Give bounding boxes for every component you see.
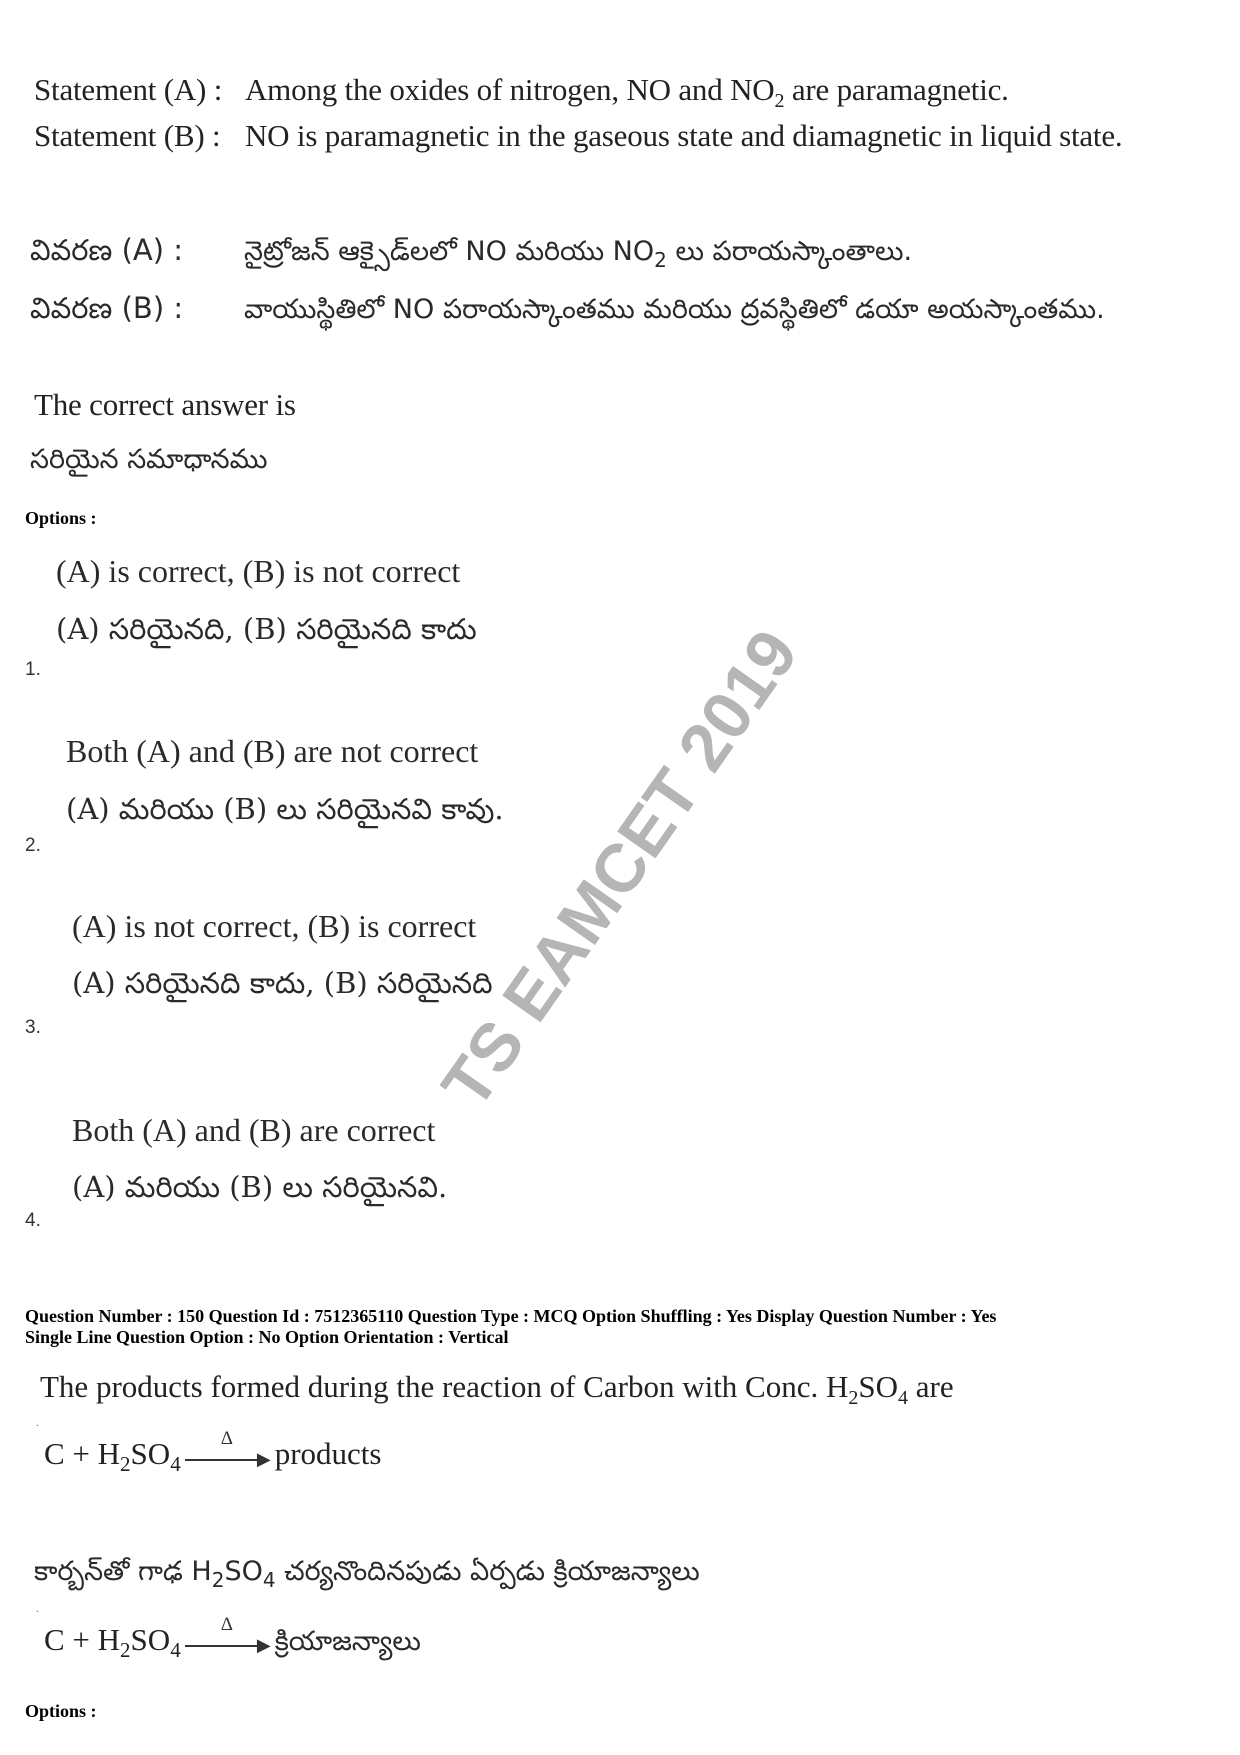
stray-dot-1: . bbox=[36, 1418, 39, 1429]
option-3-telugu: (A) సరియైనది కాదు, (B) సరియైనది bbox=[72, 966, 493, 1000]
reaction-arrow-icon-2: Δ ▶ bbox=[185, 1628, 271, 1658]
statement-a-label: Statement (A) : bbox=[34, 72, 223, 107]
question-150-telugu: కార్బన్‌తో గాఢ $H_2SO_4$ చర్యనొందినపుడు ఏర్పడు క్రియాజన్యాలు bbox=[34, 1556, 700, 1592]
prompt-english: The correct answer is bbox=[34, 387, 296, 422]
option-2-telugu: (A) మరియు (B) లు సరియైనవి కావు. bbox=[66, 792, 504, 826]
statement-a bbox=[34, 72, 1009, 112]
statement-b bbox=[34, 118, 1122, 154]
telugu-statement-b bbox=[30, 291, 1105, 333]
question-meta-line2: Single Line Question Option : No Option Orientation : Vertical bbox=[25, 1327, 509, 1347]
option-1-english: (A) is correct, (B) is not correct bbox=[56, 553, 461, 589]
question-meta-line1: Question Number : 150 Question Id : 7512365110 Question Type : MCQ Option Shuffling : Yes Display Question Number : Yes bbox=[25, 1306, 997, 1326]
watermark: TS EAMCET 2019 bbox=[427, 616, 813, 1122]
options-header-2: Options : bbox=[25, 1701, 97, 1721]
option-1-number[interactable]: 1. bbox=[25, 659, 41, 680]
telugu-statement-b-text: వాయుస్థితిలో NO పరాయస్కాంతము మరియు ద్రవస్థితిలో డయా అయస్కాంతము. bbox=[244, 294, 1105, 325]
telugu-statement-a-label: వివరణ (A) : bbox=[30, 233, 184, 267]
option-2-english: Both (A) and (B) are not correct bbox=[66, 733, 479, 769]
statement-b-text: NO is paramagnetic in the gaseous state and diamagnetic in liquid state. bbox=[245, 118, 1123, 153]
telugu-statement-a-text: నైట్రోజన్ ఆక్సైడ్‌లలో NO మరియు $NO_2$ లు పరాయస్కాంతాలు. bbox=[244, 236, 913, 272]
equation-telugu: $C + H_2SO_4$ Δ ▶ క్రియాజన్యాలు bbox=[44, 1613, 421, 1662]
statement-a-text: Among the oxides of nitrogen, NO and $NO_2$ are paramagnetic. bbox=[245, 72, 1009, 112]
statement-b-label: Statement (B) : bbox=[34, 118, 221, 153]
options-header: Options : bbox=[25, 508, 97, 528]
telugu-statement-b-label: వివరణ (B) : bbox=[30, 291, 184, 325]
option-4-number[interactable]: 4. bbox=[25, 1210, 41, 1231]
option-3-number[interactable]: 3. bbox=[25, 1017, 41, 1038]
reaction-arrow-icon: Δ ▶ bbox=[185, 1442, 271, 1472]
question-150-text: The products formed during the reaction of Carbon with Conc. $H_2SO_4$ are bbox=[40, 1369, 954, 1409]
option-2-number[interactable]: 2. bbox=[25, 835, 41, 856]
telugu-statement-a bbox=[30, 233, 912, 275]
equation-english: $C + H_2SO_4$ Δ ▶ products bbox=[44, 1427, 382, 1476]
option-1-telugu: (A) సరియైనది, (B) సరియైనది కాదు bbox=[56, 612, 477, 646]
stray-dot-2: . bbox=[36, 1604, 39, 1615]
option-3-english: (A) is not correct, (B) is correct bbox=[72, 908, 477, 944]
option-4-telugu: (A) మరియు (B) లు సరియైనవి. bbox=[72, 1170, 448, 1204]
prompt-telugu: సరియైన సమాధానము bbox=[30, 444, 268, 475]
option-4-english: Both (A) and (B) are correct bbox=[72, 1112, 436, 1148]
